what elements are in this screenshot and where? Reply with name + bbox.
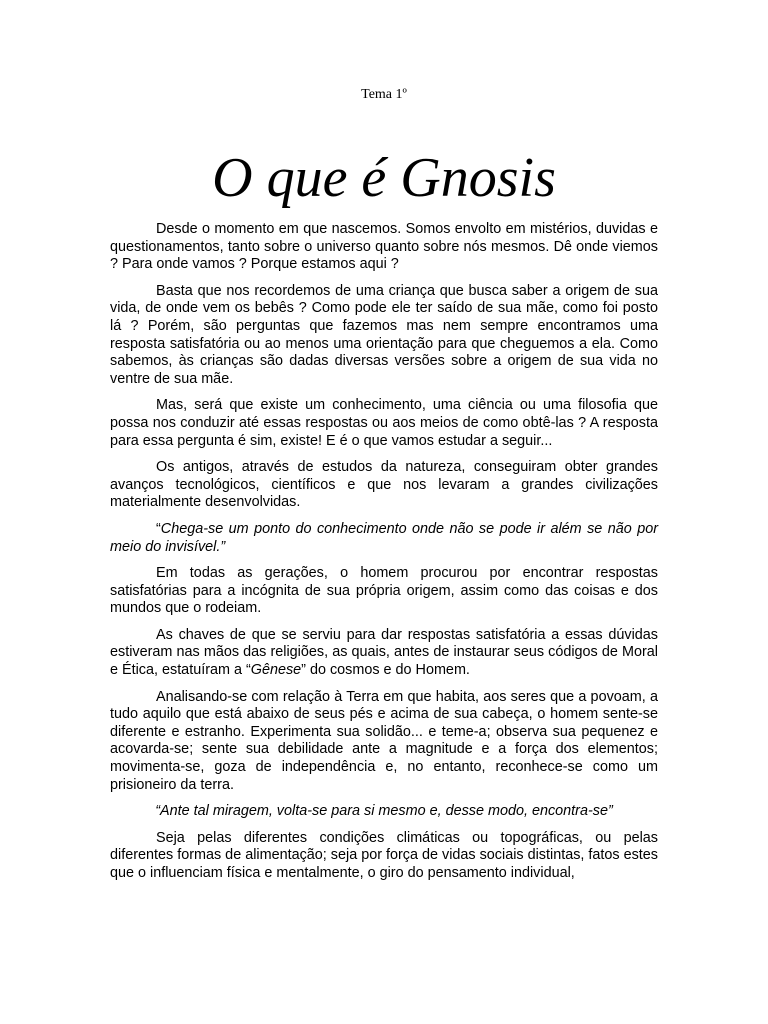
paragraph-5: Em todas as gerações, o homem procurou por encontrar respostas satisfatórias para a incógnita de sua própria origem, assim como das coisas e dos mundos que o rodeiam. (110, 565, 658, 617)
paragraph-2: Basta que nos recordemos de uma criança que busca saber a origem de sua vida, de onde vem os bebês ? Como pode ele ter saído de sua mãe, como foi posto lá ? Porém, são perguntas que fazemos mas nem sempre encontramos uma resposta satisfatória ou ao menos uma orientação para que cheguemos a ela. Como sabemos, às crianças são dadas diversas versões sobre a origem de sua vida no ventre de sua mãe. (110, 282, 658, 387)
quote-1-open-mark: “ (156, 520, 161, 537)
paragraph-7: Analisando-se com relação à Terra em que habita, aos seres que a povoam, a tudo aquilo que está abaixo de seus pés e acima de sua cabeça, o homem sente-se diferente e estranho. Experimenta sua solidão... e teme-a; observa sua pequenez e acovarda-se; sente sua debilidade ante a magnitude e a força dos elementos; movimenta-se, goza de independência e, no entanto, reconhece-se como um prisioneiro da terra. (110, 688, 658, 793)
quote-1 (110, 521, 658, 556)
page-subtitle: Tema 1º (361, 87, 407, 102)
paragraph-6-start: As chaves de que se serviu para dar respostas satisfatória a essas dúvidas estiveram nas mãos das religiões, as quais, antes de instaurar seus códigos de Moral e Ética, estatuíram a “ (110, 626, 658, 679)
paragraph-3: Mas, será que existe um conhecimento, uma ciência ou uma filosofia que possa nos conduzir até essas respostas ou aos meios de como obtê-las ? A resposta para essa pergunta é sim, existe! E é o que vamos estudar a seguir... (110, 397, 658, 449)
quote-1-text: Chega-se um ponto do conhecimento onde não se pode ir além se não por meio do invisível.” (110, 520, 658, 555)
document-body (110, 221, 658, 883)
paragraph-4: Os antigos, através de estudos da natureza, conseguiram obter grandes avanços tecnológicos, científicos e que nos levaram a grandes civilizações materialmente desenvolvidas. (110, 459, 658, 511)
quote-2: “Ante tal miragem, volta-se para si mesmo e, desse modo, encontra-se” (155, 803, 613, 820)
page-title: O que é Gnosis (212, 147, 556, 209)
paragraph-6-italic-word: Gênese (250, 662, 302, 679)
paragraph-1: Desde o momento em que nascemos. Somos envolto em mistérios, duvidas e questionamentos, tanto sobre o universo quanto sobre nós mesmos. Dê onde viemos ? Para onde vamos ? Porque estamos aqui ? (110, 221, 658, 273)
paragraph-6-end: ” do cosmos e do Homem. (301, 662, 470, 679)
paragraph-6 (110, 627, 658, 680)
paragraph-8: Seja pelas diferentes condições climáticas ou topográficas, ou pelas diferentes formas de alimentação; seja por força de vidas sociais distintas, fatos estes que o influenciam física e mentalmente, o giro do pensamento individual, (110, 829, 658, 881)
